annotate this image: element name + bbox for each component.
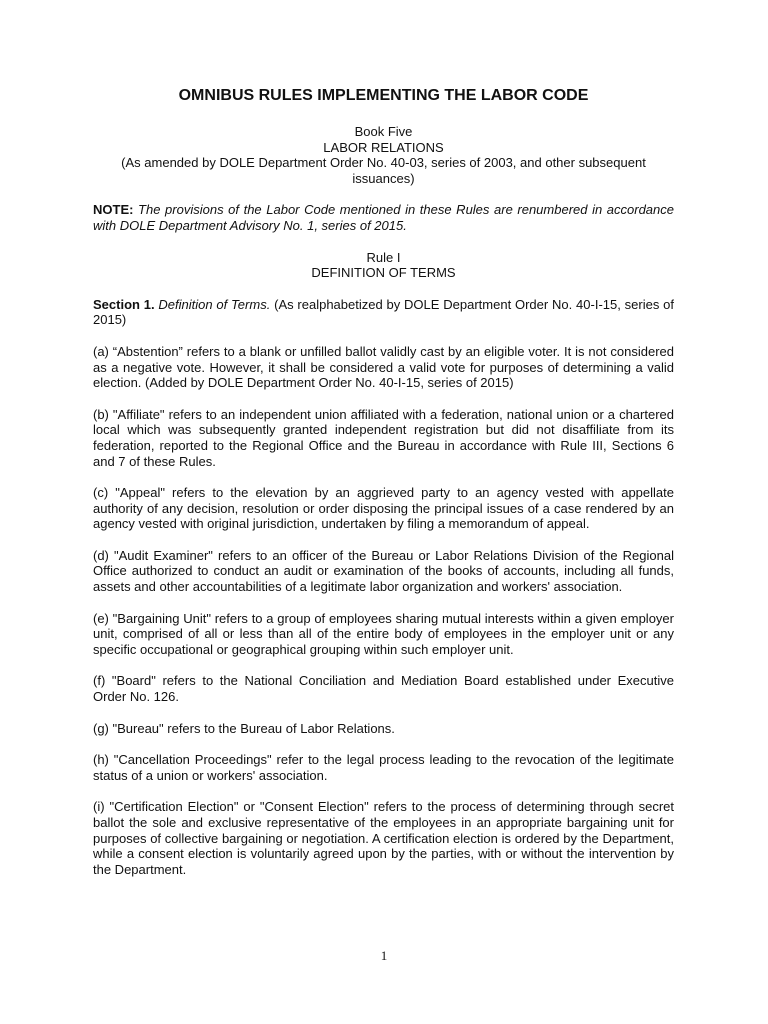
section-title: Definition of Terms. bbox=[154, 296, 271, 312]
definition-item: (e) "Bargaining Unit" refers to a group of employees sharing mutual interests within a given employer unit, comprised of all or less than all of the entire body of employees in the employer unit or any specific occupational or geographical grouping within such employer unit. bbox=[93, 610, 674, 657]
book-title: LABOR RELATIONS bbox=[323, 139, 444, 155]
rule-header bbox=[93, 250, 674, 281]
definition-item: (h) "Cancellation Proceedings" refer to the legal process leading to the revocation of the legitimate status of a union or workers' association. bbox=[93, 752, 674, 783]
book-header bbox=[93, 124, 674, 186]
note-text: The provisions of the Labor Code mentioned in these Rules are renumbered in accordance with DOLE Department Advisory No. 1, series of 2015. bbox=[93, 202, 674, 233]
definition-item: (i) "Certification Election" or "Consent Election" refers to the process of determining through secret ballot the sole and exclusive representative of the employees in an appropriate bargaining unit for purposes of collective bargaining or negotiation. A certification election is ordered by the Department, while a consent election is voluntarily agreed upon by the parties, with or without the intervention by the Department. bbox=[93, 799, 674, 877]
definition-item: (g) "Bureau" refers to the Bureau of Labor Relations. bbox=[93, 720, 395, 736]
section-note: (As realphabetized by DOLE Department Order No. 40-I-15, series of 2015) bbox=[93, 296, 674, 328]
note-label: NOTE: bbox=[93, 202, 134, 218]
definition-item: (f) "Board" refers to the National Conciliation and Mediation Board established under Executive Order No. 126. bbox=[93, 673, 674, 705]
note-paragraph bbox=[93, 202, 674, 233]
book-number: Book Five bbox=[354, 124, 413, 139]
definitions-list bbox=[93, 344, 674, 877]
section-label: Section 1. bbox=[93, 296, 155, 312]
amendment-note: (As amended by DOLE Department Order No. 40-03, series of 2003, and other subsequent issuances) bbox=[121, 155, 646, 186]
rule-title: DEFINITION OF TERMS bbox=[311, 265, 456, 281]
page-number: 1 bbox=[380, 948, 388, 963]
definition-item: (c) "Appeal" refers to the elevation by an aggrieved party to an agency vested with appellate authority of any decision, resolution or order disposing the principal issues of a case rendered by an agency vested with original jurisdiction, undertaken by filing a memorandum of appeal. bbox=[93, 485, 674, 532]
definition-item: (d) "Audit Examiner" refers to an officer of the Bureau or Labor Relations Division of the Regional Office authorized to conduct an audit or examination of the books of accounts, including all funds, assets and other accountabilities of a legitimate labor organization and workers' association. bbox=[93, 547, 674, 595]
document-title: OMNIBUS RULES IMPLEMENTING THE LABOR CODE bbox=[178, 87, 589, 104]
rule-number: Rule I bbox=[366, 249, 401, 265]
section-heading bbox=[93, 297, 674, 328]
definition-item: (b) "Affiliate" refers to an independent union affiliated with a federation, national union or a chartered local which was subsequently granted independent registration but did not disaffiliate from its federation, reported to the Regional Office and the Bureau in accordance with Rule III, Sections 6 and 7 of these Rules. bbox=[93, 406, 674, 469]
definition-item: (a) “Abstention” refers to a blank or unfilled ballot validly cast by an eligible voter. It is not considered as a negative vote. However, it shall be considered a valid vote for purposes of determining a valid election. (Added by DOLE Department Order No. 40-I-15, series of 2015) bbox=[93, 343, 674, 391]
